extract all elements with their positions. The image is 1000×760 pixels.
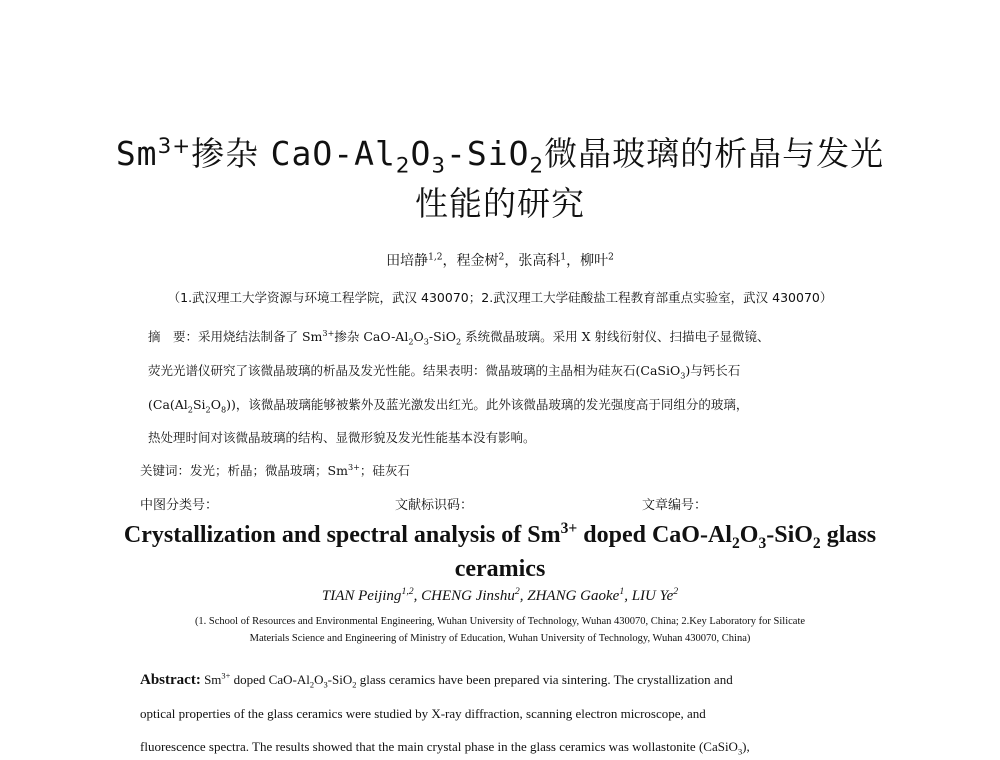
english-affiliation: (1. School of Resources and Environmental Engineering, Wuhan University of Technology, Wuhan 430070, China; 2.Key Laboratory for Silicate (194, 616, 806, 627)
english-title: Crystallization and spectral analysis of $Sm^{3+}$ doped CaO-$Al_2O_3-SiO_2$ glass (123, 520, 877, 552)
keywords-label: 关键词： (140, 463, 191, 478)
chinese-abstract-line: 摘 要：采用烧结法制备了 $Sm^{3+}$掺杂 CaO-$Al_2O_3-SiO_2$ 系统微晶玻璃。采用 X 射线衍射仪、扫描电子显微镜、 (148, 327, 770, 347)
english-abstract-line: Abstract: $Sm^{3+}$ doped CaO-$Al_2O_3-SiO_2$ glass ceramics have been prepared via sintering. The crystallization and (140, 670, 733, 690)
english-title-line2: ceramics (454, 556, 546, 582)
clc-number-label: 中图分类号： (140, 498, 219, 513)
chinese-affiliation: （1.武汉理工大学资源与环境工程学院，武汉 430070；2.武汉理工大学硅酸盐工程教育部重点实验室，武汉 430070） (167, 290, 833, 305)
chinese-title-line2: 性能的研究 (415, 184, 585, 223)
chinese-keywords: 关键词：发光；析晶；微晶玻璃；$Sm^{3+}$；硅灰石 (140, 461, 410, 478)
english-abstract-line: fluorescence spectra. The results showed that the main crystal phase in the glass ceramics was wollastonite (CaSiO$_3$), (140, 739, 750, 757)
english-abstract-line: optical properties of the glass ceramics were studied by X-ray diffraction, scanning electron microscope, and (140, 706, 706, 721)
document-code-label: 文献标识码： (395, 498, 474, 513)
chinese-abstract-line: 荧光光谱仪研究了该微晶玻璃的析晶及发光性能。结果表明：微晶玻璃的主晶相为硅灰石(CaSiO$_3$)与钙长石 (148, 363, 741, 381)
chinese-title: $Sm^{3+}$掺杂 CaO-$Al_2O_3-SiO_2$微晶玻璃的析晶与发光 (115, 134, 885, 179)
english-authors: TIAN Peijing$^{1,2}$, CHENG Jinshu$^2$, ZHANG Gaoke$^1$, LIU Ye$^2$ (321, 586, 679, 604)
english-abstract-label: Abstract: (140, 672, 201, 688)
chinese-abstract-line: $(Ca(Al_2Si_2O_8))$，该微晶玻璃能够被紫外及蓝光激发出红光。此外该微晶玻璃的发光强度高于同组分的玻璃， (148, 397, 749, 415)
chinese-abstract-label: 摘 要： (148, 329, 199, 344)
chinese-abstract-line: 热处理时间对该微晶玻璃的结构、显微形貌及发光性能基本没有影响。 (148, 430, 536, 445)
article-number-label: 文章编号： (642, 498, 708, 513)
english-affiliation-line2: Materials Science and Engineering of Ministry of Education, Wuhan University of Technology, Wuhan 430070, China) (249, 633, 751, 644)
chinese-authors: 田培静$^{1,2}$，程金树$^2$，张高科$^1$，柳叶$^2$ (386, 252, 614, 269)
